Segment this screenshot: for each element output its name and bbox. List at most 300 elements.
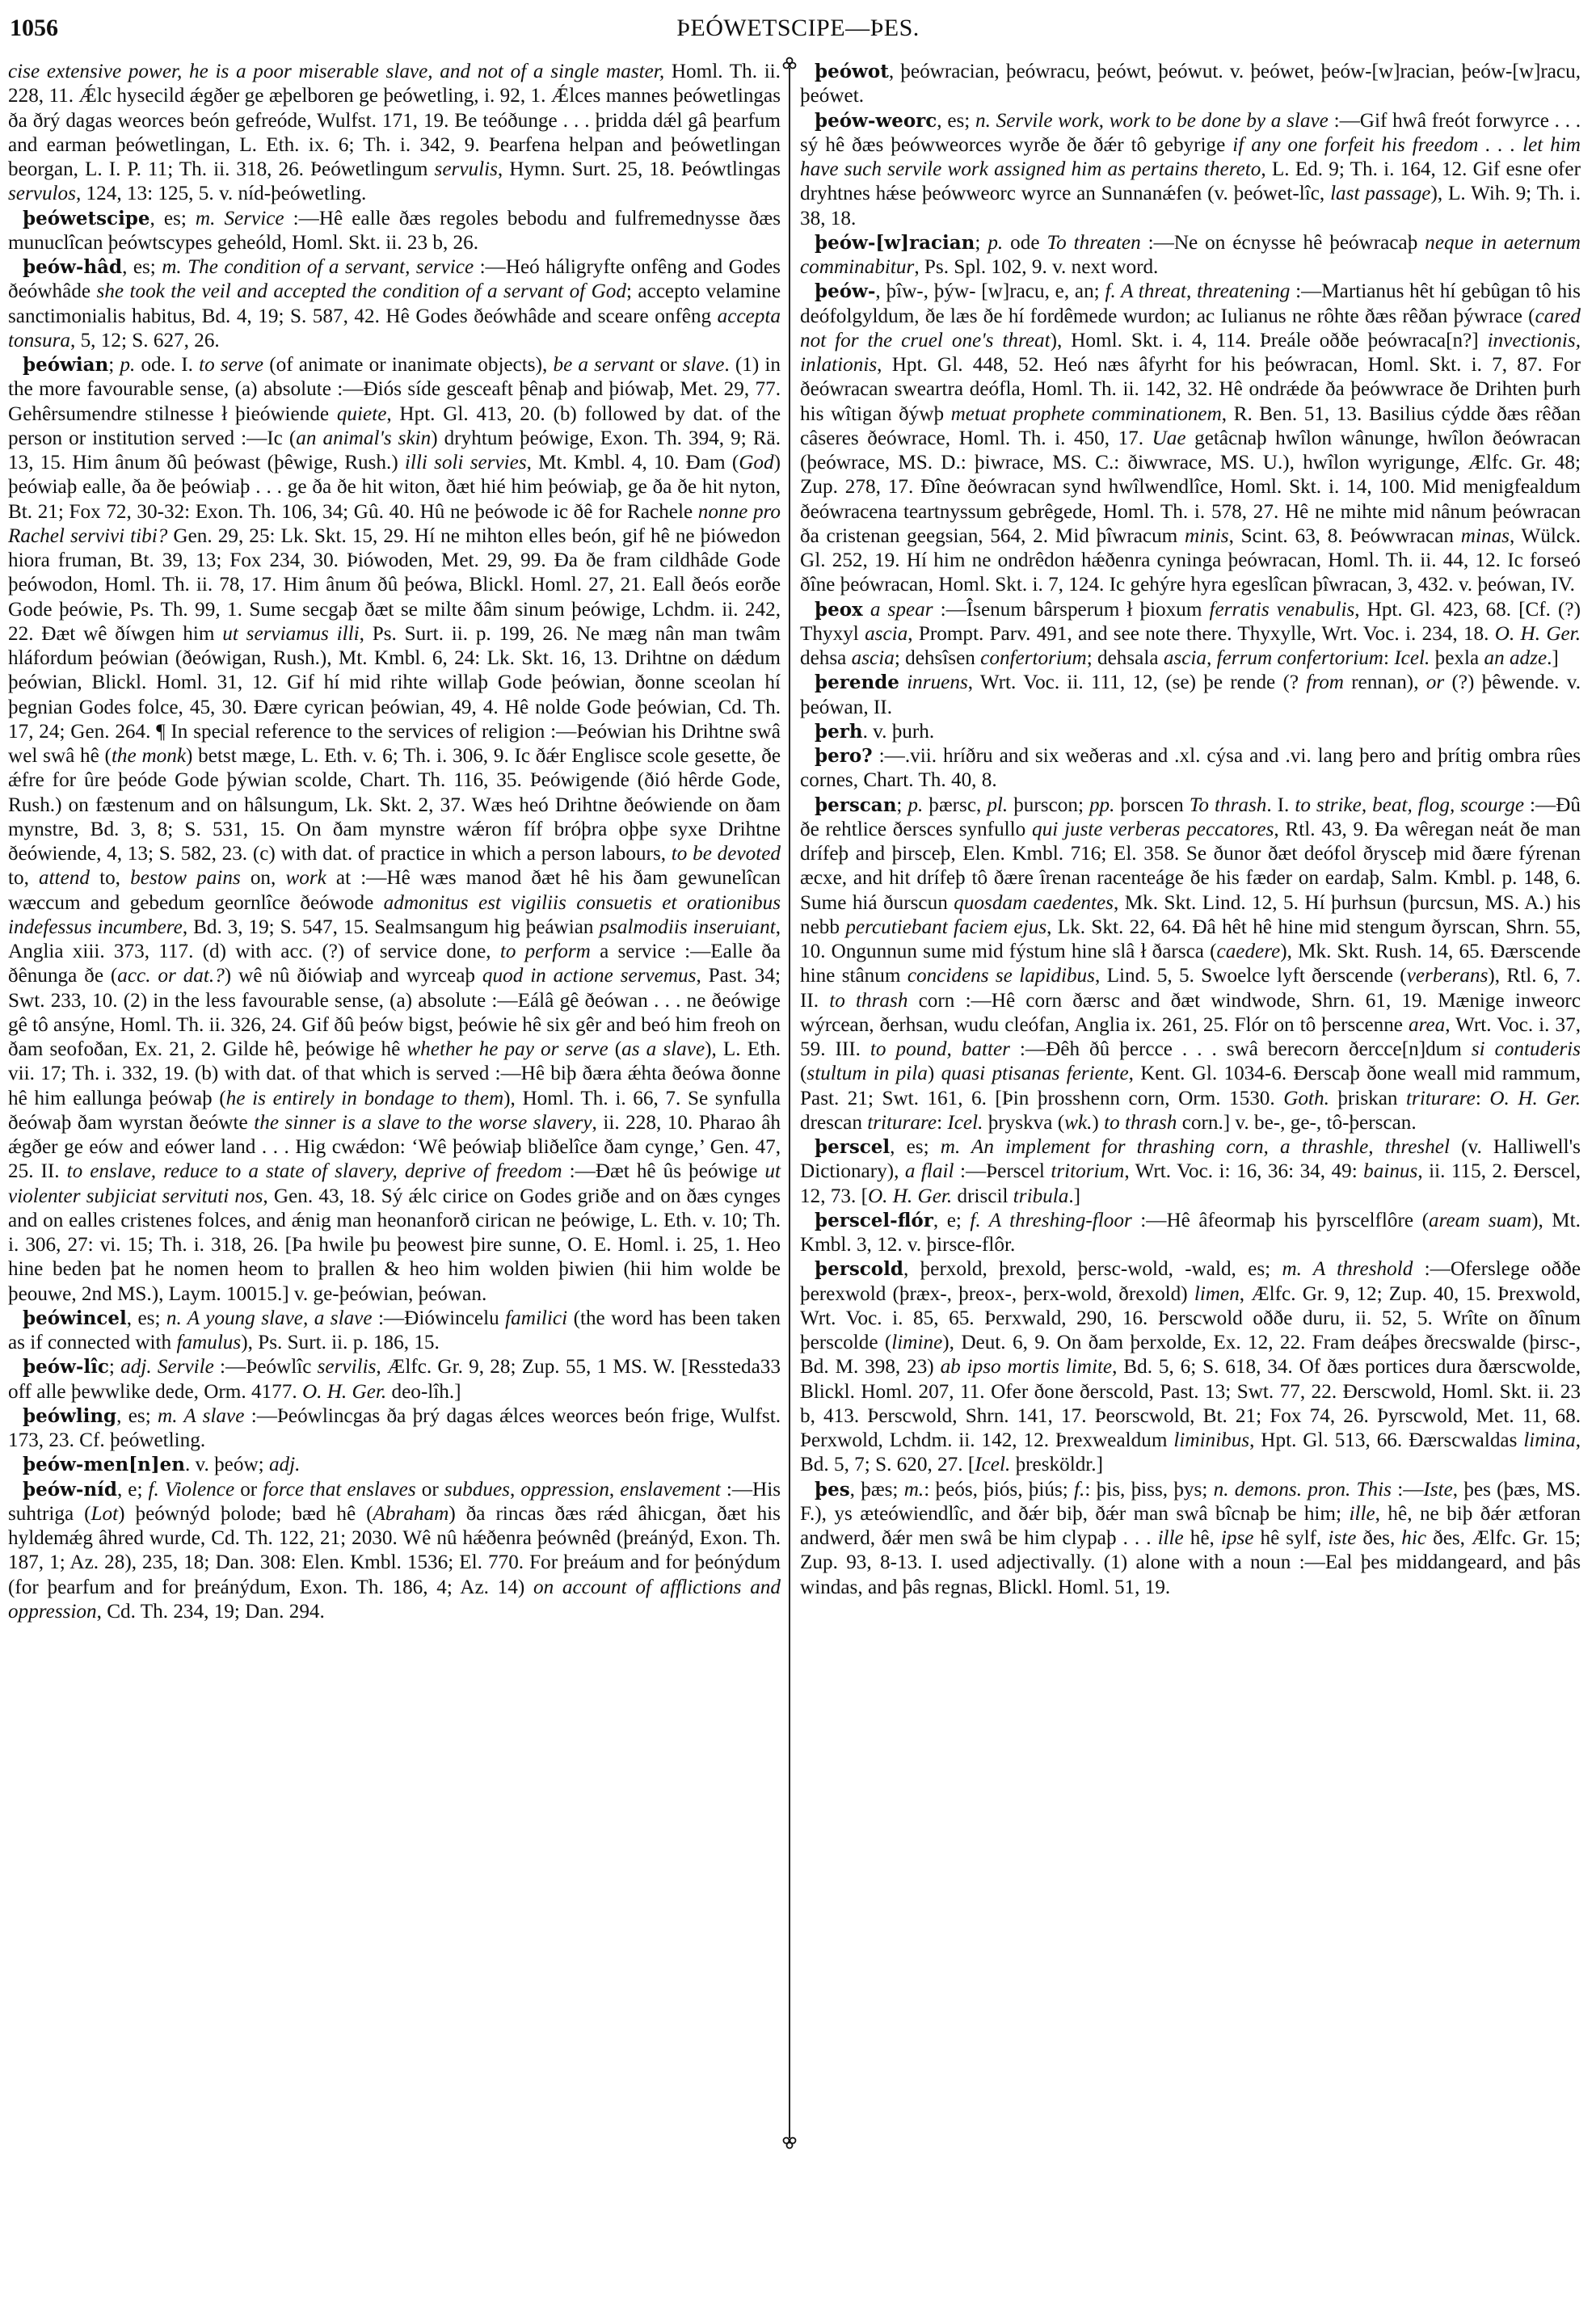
entry-text: , e; <box>116 1478 149 1501</box>
entry-text: , Bd. 5, 7; S. 620, 27. [ <box>800 1429 1581 1476</box>
entry-text: at :—Hê wæs manod ðæt hê his ðam gewunelîcan wæccum and gebedum geornlîce ðeówode <box>8 867 781 914</box>
italic-text: bestow pains <box>130 867 241 890</box>
italic-text: ille <box>1349 1502 1375 1525</box>
entry-text: :—Oferslege oððe þerexwold (þræx-, þreox-, þerx-wold, ðrexold) <box>800 1258 1581 1305</box>
entry-text: (of animate or inanimate objects), <box>263 354 554 376</box>
entry-text: ), Mk. Skt. Rush. 14, 65. Ðærscende hine stânum <box>800 941 1581 987</box>
italic-text: psalmodiis inseruiant <box>599 916 776 938</box>
headword: þerscel-flór <box>815 1209 933 1231</box>
entry-text: , þeówracian, þeówracu, þeówt, þeówut. v. þeówet, þeów-[w]racian, þeów-[w]racu, þeówet. <box>800 61 1581 107</box>
headword: þerende <box>815 671 899 694</box>
entry-text: , Ælfc. Gr. 9, 28; Zup. 55, 1 MS. W. [Ressteda33 off alle þewwlike dede, Orm. 4177. <box>8 1356 781 1403</box>
entry-text: ), Mt. Kmbl. 3, 12. v. þirsce-flôr. <box>800 1209 1581 1256</box>
italic-text: the sinner is a slave to the worse slavery <box>254 1111 592 1134</box>
entry-text: :—Îsenum bârsperum ł þioxum <box>933 598 1210 621</box>
headword: þerscold <box>815 1258 903 1281</box>
italic-text: concidens se lapidibus <box>907 965 1095 987</box>
entry-text: . v. þurh. <box>862 720 935 743</box>
entry-text: ( <box>800 1063 807 1085</box>
italic-text: iste <box>1328 1527 1357 1549</box>
entry-text: ; accepto velamine sanctimonialis habitus, Bd. 4, 19; S. 587, 42. Hê Godes ðeówhâde and sceare onfêng <box>8 280 781 327</box>
italic-text: quosdam caedentes <box>954 891 1114 914</box>
italic-text: ferratis venabulis <box>1209 598 1355 621</box>
italic-text: admonitus est vigiliis consuetis et orationibus indefessus incumbere <box>8 891 781 938</box>
italic-text: an adze <box>1484 647 1548 669</box>
italic-text: O. H. Ger. <box>1494 622 1581 645</box>
italic-text: she took the veil and accepted the condition of a servant of God <box>96 280 626 303</box>
entry-text: , es; <box>122 256 162 278</box>
italic-text: To thrash <box>1189 793 1267 816</box>
entry-text: , es; <box>126 1307 166 1329</box>
entry-text: , 5, 12; S. 627, 26. <box>69 329 220 351</box>
italic-text: hic <box>1401 1527 1427 1549</box>
italic-text: Uae <box>1152 427 1186 449</box>
italic-text: to pound, batter <box>870 1038 1010 1060</box>
italic-text: limen <box>1194 1282 1240 1305</box>
headword: þeówincel <box>23 1307 127 1329</box>
italic-text: servulos <box>8 183 76 205</box>
entry-text: , Prompt. Parv. 491, and see note there. Thyxylle, Wrt. Voc. i. 234, 18. <box>907 622 1495 645</box>
italic-text: invectionis, inlationis <box>800 329 1581 376</box>
entry-text: , es; <box>890 1136 941 1158</box>
headword: þeów-men[n]en <box>23 1454 185 1476</box>
entry-text: :—Ðiówincelu <box>372 1307 506 1329</box>
italic-text: ascia <box>865 622 908 645</box>
entry-text: a service :—Ealle ða ðênunga ðe ( <box>8 941 781 987</box>
italic-text: as a slave <box>621 1038 705 1060</box>
entry-text: , þîw-, þýw- [w]racu, e, an; <box>875 280 1105 303</box>
entry-text: , Cd. Th. 234, 19; Dan. 294. <box>96 1600 325 1623</box>
entry-text: , Lind. 5, 5. Swoelce lyft ðerscende ( <box>1094 965 1407 987</box>
entry-text: or <box>234 1478 263 1501</box>
italic-text: limine <box>891 1332 943 1353</box>
italic-text: illi soli servies <box>404 452 527 474</box>
page-header <box>8 15 1588 47</box>
entry-text: :—Hê ealle ðæs regoles bebodu and fulfremednysse ðæs munuclîcan þeówtscypes geheóld, Homl. Skt. ii. 23 b, 26. <box>8 207 781 254</box>
entry-text: , Hpt. Gl. 513, 66. Ðærscwaldas <box>1249 1429 1524 1451</box>
entry-text: , es; <box>116 1404 158 1427</box>
italic-text: ille <box>1157 1527 1184 1549</box>
italic-text: confertorium <box>980 647 1087 669</box>
entry-text: , Wrt. Voc. ii. 111, 12, (se) þe rende (? <box>967 671 1307 694</box>
entry-text: , hê, ne biþ ðǽr ætforan andwerd, ðǽr men swâ be him clypaþ . . . <box>800 1502 1581 1549</box>
headword: þes <box>815 1478 850 1501</box>
italic-text: f. Violence <box>148 1478 235 1501</box>
entry-text: : <box>1383 647 1395 669</box>
italic-text: metuat prophete comminationem <box>950 402 1222 425</box>
entry-text: :—Heó háligryfte onfêng and Godes ðeówhâde <box>8 256 781 303</box>
entry-text: , Hymn. Surt. 25, 18. Þeówtlingas <box>497 158 781 180</box>
column-ornament-bottom-icon <box>781 2130 798 2149</box>
italic-text: inruens <box>907 671 968 694</box>
entry-text: rennan), <box>1344 671 1426 694</box>
italic-text: f. <box>1074 1478 1085 1501</box>
entry-text: þryskva ( <box>983 1111 1065 1134</box>
entry-text <box>899 671 907 693</box>
dictionary-entry <box>8 255 781 353</box>
italic-text: p. <box>907 793 924 816</box>
entry-text: ; dehsala <box>1086 647 1164 669</box>
entry-text: , <box>609 1478 621 1501</box>
entry-text: corn :—Hê corn ðærsc and ðæt windwode, Shrn. 61, 19. Mænige inweorc wýrcean, ðerhsan, wudu cleófan, Anglia ix. 261, 25. Flór on tô þerscenne <box>800 989 1581 1036</box>
entry-text: ) þeówiaþ ealle, ða ðe þeówiaþ . . . ge ða ðe hit witon, ðæt hié him þeówiaþ, ge ða ðe hit nyton, Bt. 21; Fox 72, 30-32: Exon. Th. 106, 34; Gû. 40. Hû ne þeówode ic ðê for Rachele <box>8 452 781 523</box>
italic-text: p. <box>987 231 1004 254</box>
entry-text: , 124, 13: 125, 5. v. níd-þeówetling. <box>75 183 367 205</box>
entry-text: ) ða rincas ðæs rǽd âhicgan, ðæt his hyldemǽg âhred wurde, Cd. Th. 122, 21; 2030. Wê nû hǽðenra þeównêd (þreánýd, Exon. Th. 187, 1; Az. 28), 235, 18; Dan. 308: Elen. Kmbl. 1536; El. 770. For þreáum and for þeónýdum (for þearfum and for þreánýdum, Exon. Th. 186, 4; Az. 14) <box>8 1502 781 1598</box>
italic-text: verberans <box>1406 965 1489 987</box>
headword: þerh <box>815 720 863 743</box>
italic-text: quiete <box>336 402 387 425</box>
dictionary-entry <box>8 1307 781 1356</box>
entry-text: ) wê nû ðiówiaþ and wyrceaþ <box>224 965 482 987</box>
entry-text: , Hpt. Gl. 423, 68. [Cf. (?) Thyxyl <box>800 598 1581 645</box>
italic-text: adj. <box>268 1454 301 1476</box>
entry-text: hê, <box>1183 1527 1221 1549</box>
italic-text: whether he pay or serve <box>406 1038 609 1060</box>
italic-text: caedere <box>1216 941 1281 962</box>
entry-text: ) betst mæge, L. Eth. v. 6; Th. i. 306, 9. Ic ðǽr Englisce scole gesette, ðe ǽfre for ûre þeóde Gode þýwian scolde, Chart. Th. 116, 35. Þeówigende (ðió hêrde Gode, Rush.) on fæstenum and on hâlsungum, Lk. Skt. 2, 37. Wæs heó Drihtne ðeówiende on ðam mynstre, Bd. 3, 8; S. 531, 15. On ðam mynstre wǽron fíf bróþra oþþe syxe Drihtne ðeówiende, 4, 13; S. 582, 23. (c) with dat. of practice in which a person labours, <box>8 745 781 865</box>
italic-text: m. The condition of a servant, service <box>162 256 474 278</box>
entry-text: ; <box>975 231 988 254</box>
entry-text: :—Ðêh ðû þercce . . . swâ berecorn ðercce[n]dum <box>1009 1038 1472 1060</box>
running-head: ÞEÓWETSCIPE—ÞES. <box>676 15 920 41</box>
italic-text: subdues <box>444 1478 510 1501</box>
dictionary-entry <box>800 1209 1581 1258</box>
entry-text: , R. Ben. 51, 13. Basilius cýdde ðæs rêðan câseres ðeówrace, Homl. Th. i. 450, 17. <box>800 402 1581 449</box>
entry-text: þexla <box>1430 647 1484 669</box>
entry-text: ; <box>896 793 908 816</box>
entry-text: :—Martianus hêt hí gebûgan tô his deófolgyldum, ðe læs ðe hí fordêmede wurdon; ac Iulianus ne rôhte ðæs rêðan þýwrace ( <box>800 280 1581 327</box>
entry-text: , Hpt. Gl. 448, 52. Heó næs âfyrht for his þeówracan, Homl. Skt. i. 7, 87. For ðeówracan sweartra deófla, Homl. Th. ii. 142, 32. Hê ondrǽde ða þeówwrace ðe Drihten þurh his wîtigan ðýwþ <box>800 354 1581 425</box>
italic-text: cise extensive power, he is a poor miserable slave, and not of a single master, <box>8 61 665 82</box>
entry-text: Homl. Th. ii. 228, 11. Ǽlc hysecild ǽgðer ge æþelboren ge þeówetling, i. 92, 1. Ǽlces mannes þeówetlingas ða ðrý dagas weorces beón gefreóde, Wulfst. 171, 19. Be teóðunge . . . þridda dǽl gâ þearfum and earman þeówetlingan, L. Eth. ix. 6; Th. i. 342, 9. Þearfena helpan and þeówetlingan beorgan, L. I. P. 11; Th. ii. 318, 26. Þeówetlingum <box>8 61 781 180</box>
dictionary-entry <box>800 1257 1581 1477</box>
entry-text: , Rtl. 43, 9. Ða wêregan neát ðe man drífeþ and þirsceþ, Elen. Kmbl. 716; El. 358. Se ðunor ðæt deófol ðrysceþ mid ðære fýrenan æcxe, and hit drífeþ tô ðære îrenan racenteáge ðe his fæder on eardaþ, Salm. Kmbl. p. 148, 6. Sume hiá ðurscun <box>800 818 1581 914</box>
dictionary-entry <box>800 1478 1581 1600</box>
headword: þeów- <box>815 280 876 303</box>
entry-text: , <box>509 1478 521 1501</box>
entry-text: .] <box>1068 1185 1081 1207</box>
entry-text: , Wülck. Gl. 252, 19. Hí him ne ondrêdon hǽðenra cyninga þeówracan, Homl. Th. ii. 44, 12. Ic forseó ðîne þeówracan, Homl. Skt. i. 7, 124. Ic gehýre hyra egeslîcan þîwracan, 3, 432. v. þeówan, IV. <box>800 524 1581 596</box>
dictionary-entry <box>800 280 1581 597</box>
entry-text: , Past. 34; Swt. 233, 10. (2) in the less favourable sense, (a) absolute :—Eálâ gê ðeówan . . . ne ðeówige gê tô ansýne, Homl. Th. ii. 326, 24. Gif ðû þeów bigst, þeówie hê six gêr and beó him freoh on ðam seofoðan, Ex. 21, 2. Gilde hê, þeówige hê <box>8 965 781 1060</box>
italic-text: wk. <box>1064 1111 1093 1134</box>
entry-text: : þis, þiss, þys; <box>1084 1478 1214 1501</box>
entry-text: :—Gif hwâ freót forwyrce . . . sý hê ðæs þeówweorces wyrðe ðe ðǽr tô gebyrige <box>800 109 1581 156</box>
italic-text: ascia <box>851 647 895 669</box>
dictionary-entry <box>800 1135 1581 1209</box>
italic-text: aream suam <box>1428 1209 1532 1231</box>
entry-text: , Bd. 3, 19; S. 547, 15. Sealmsangum hig þeáwian <box>182 916 600 938</box>
italic-text: percutiebant faciem ejus <box>845 916 1047 938</box>
italic-text: to strike, beat, flog, scourge <box>1295 793 1525 816</box>
headword: þeox <box>815 598 863 621</box>
entry-text: dehsa <box>800 647 852 669</box>
italic-text: Iste <box>1423 1478 1453 1501</box>
italic-text: n. Servile work, work to be done by a slave <box>975 109 1329 132</box>
headword: þeówian <box>23 354 109 376</box>
entry-text: getâcnaþ hwîlon wânunge, hwîlon ðeówracan (þeówrace, MS. D.: þiwrace, MS. C.: ðiwwrace, MS. U.), hwîlon wyrigunge, Ælfc. Gr. 48; Zup. 278, 17. Ðîne ðeówracan synd hwîlwendlîce, Homl. Skt. i. 14, 100. Mid menigfealdum ðeówracena teartnyssum gebrêgede, Homl. Th. i. 578, 27. Hê ne mihte mid nânum þeówracan ða cristenan geegsian, 564, 2. Mid þîwracum <box>800 427 1581 547</box>
italic-text: f. A threshing-floor <box>970 1209 1132 1231</box>
entry-text: (?) þêwende. v. þeówan, II. <box>800 671 1581 718</box>
italic-text: O. H. Ger. <box>867 1185 953 1207</box>
entry-text: driscil <box>952 1185 1013 1207</box>
entry-text: Gen. 29, 25: Lk. Skt. 15, 29. Hí ne mihton elles beón, gif hê ne þiówedon hiora fruman, Bt. 39, 13; Fox 234, 30. Þiówoden, Met. 29, 99. Ða ðe fram cildhâde Gode þeówodon, Homl. Th. ii. 78, 17. Him ânum ðû þeówa, Blickl. Homl. 27, 21. Eall ðeós eorðe Gode þeówie, Ps. Th. 99, 1. Sume secgaþ ðæt se milte ðâm sinum þeówige, Lchdm. ii. 242, 22. Ðæt wê ðíwgen him <box>8 524 781 645</box>
entry-text: , Ps. Surt. ii. p. 199, 26. Ne mæg nân man twâm hláfordum þeówian (ðeówigan, Rush.), Mt. Kmbl. 6, 24: Lk. Skt. 16, 13. Drihtne on dǽdum þeówian, Blickl. Homl. 31, 12. Gif hí mid rihte willaþ Gode þeówian, ðonne sceolan hí þegnian Godes folce, 45, 30. Ðære cyrican þeówian, 49, 4. Hê nolde Gode þeówian, Cd. Th. 17, 24; Gen. 264. ¶ In special reference to the services of religion :—Þeówian his Drihtne swâ wel swâ hê ( <box>8 622 781 767</box>
italic-text: bainus <box>1363 1160 1418 1183</box>
entry-text: , es; <box>149 207 196 229</box>
italic-text: Abraham <box>373 1502 449 1525</box>
entry-text: , þerxold, þrexold, þersc-wold, -wald, es; <box>903 1258 1282 1281</box>
entry-text: þærsc, <box>923 793 987 816</box>
italic-text: limina <box>1523 1429 1576 1451</box>
entry-text: , es; <box>937 109 976 132</box>
entry-text: , Kent. Gl. 1034-6. Ðerscaþ ðone weall mid rammum, Past. 21; Swt. 161, 6. [Þin þrosshenn corn, Orm. 1530. <box>800 1063 1581 1109</box>
entry-text: . v. þeów; <box>184 1454 269 1476</box>
entry-text: , <box>1186 280 1198 303</box>
headword: þeów-weorc <box>815 109 937 132</box>
entry-text: , Wrt. Voc. i. 37, 59. III. <box>800 1013 1581 1060</box>
italic-text: f. A threat <box>1105 280 1187 303</box>
headword: þero? <box>815 745 873 767</box>
entry-text: (v. Halliwell's Dictionary), <box>800 1136 1581 1183</box>
headword: þeów-níd <box>23 1478 117 1501</box>
entry-text: , þes (þæs, MS. F.), ys æteówiendlîc, and ðǽr biþ, ðǽr man swâ bîcnaþ be him; <box>800 1478 1581 1525</box>
italic-text: To threaten <box>1046 231 1141 254</box>
entry-text: :—Hê âfeormaþ his þyrscelflôre ( <box>1131 1209 1429 1231</box>
italic-text: accepta tonsura <box>8 305 781 351</box>
italic-text: servulis <box>434 158 498 180</box>
italic-text: O. H. Ger. <box>1489 1087 1581 1109</box>
entry-text: :—Þeówlîc <box>213 1356 318 1379</box>
italic-text: triturare <box>867 1111 937 1134</box>
entry-text: , Hpt. Gl. 413, 20. (b) followed by dat. of the person or institution served :—Ic ( <box>8 402 781 449</box>
entry-text: , Anglia xiii. 373, 117. (d) with acc. (?) of service done, <box>8 916 781 962</box>
italic-text: n. demons. pron. This <box>1213 1478 1392 1501</box>
entry-text: þurscon; <box>1008 793 1089 816</box>
italic-text: m. <box>903 1478 924 1501</box>
entry-text: ðes, <box>1356 1527 1402 1549</box>
italic-text: Icel. <box>947 1111 983 1134</box>
italic-text: liminibus <box>1173 1429 1250 1451</box>
headword: þeów-lîc <box>23 1356 109 1379</box>
entry-text: ), Rtl. 6, 7. II. <box>800 965 1581 1012</box>
italic-text: area <box>1409 1013 1446 1036</box>
entry-text: ( <box>608 1038 622 1060</box>
dictionary-entry <box>8 1453 781 1477</box>
headword: þeów-hâd <box>23 256 123 278</box>
entry-text: , Bd. 5, 6; S. 618, 34. Of ðæs portices dura ðærscwolde, Blickl. Homl. 207, 11. Ofer ðone ðerscold, Past. 13; Swt. 77, 22. Ðerscwold, Homl. Skt. ii. 23 b, 413. Þerscwold, Shrn. 141, 17. Þeorscwold, Bt. 21; Fox 74, 26. Þyrscwold, Met. 11, 68. Þerxwold, Lchdm. ii. 142, 12. Þrexwealdum <box>800 1356 1581 1451</box>
entry-text: ), Homl. Th. i. 66, 7. Se synfulla ðeówaþ ðam wyrstan ðeówte <box>8 1087 781 1134</box>
italic-text: acc. or dat.? <box>117 965 225 987</box>
entry-text: , ii. 228, 10. Pharao âh ǽgðer ge eów and eówer land . . . Hig cwǽdon: ‘Wê þeówiaþ bliðelîce ðam cynge,’ Gen. 47, 25. II. <box>8 1111 781 1183</box>
dictionary-entry <box>8 1355 781 1404</box>
italic-text: minas <box>1460 524 1510 547</box>
entry-text: :—Ne on écnysse hê þeówracaþ <box>1140 231 1425 254</box>
entry-text: to, <box>89 867 131 890</box>
italic-text: ut violenter subjiciat servituti nos <box>8 1160 781 1207</box>
italic-text: nonne pro Rachel servivi tibi? <box>8 500 781 547</box>
italic-text: an animal's skin <box>296 427 432 449</box>
italic-text: if any one forfeit his freedom . . . let him have such servile work assigned him as pertains thereto <box>800 133 1581 180</box>
italic-text: servilis <box>317 1356 377 1379</box>
dictionary-entry <box>800 744 1581 793</box>
entry-text: , Ps. Spl. 102, 9. v. next word. <box>914 256 1159 278</box>
entry-text: , Scint. 63, 8. Þeówwracan <box>1228 524 1461 547</box>
italic-text: p. <box>120 354 136 376</box>
entry-text: . I. <box>1266 793 1295 816</box>
entry-text: ), L. Eth. vii. 17; Th. i. 332, 19. (b) with dat. of that which is served :—Hê biþ ðæra ǽhta ðeówa ðonne hê him eallunga þeówaþ ( <box>8 1038 781 1109</box>
dictionary-entry <box>8 1478 781 1625</box>
headword: þeówetscipe <box>23 207 150 229</box>
italic-text: work <box>285 867 326 890</box>
entry-text: , þæs; <box>849 1478 904 1501</box>
entry-text: drescan <box>800 1111 868 1134</box>
entry-text: :— <box>1391 1478 1424 1501</box>
italic-text: slave <box>682 354 725 376</box>
italic-text: ipse <box>1220 1527 1254 1549</box>
entry-text: , Lk. Skt. 22, 64. Ðâ hêt hê hine mid stengum ðyrscan, Shrn. 55, 10. Ongunnun sume mid fýstum hine slâ ł ðarsca ( <box>800 916 1581 962</box>
italic-text: m. A slave <box>158 1404 245 1427</box>
italic-text: Icel. <box>975 1454 1011 1476</box>
italic-text: to serve <box>199 354 264 376</box>
entry-text: to, <box>8 867 39 890</box>
italic-text: triturare <box>1406 1087 1476 1109</box>
entry-text: , e; <box>933 1209 971 1231</box>
entry-text: ; dehsîsen <box>894 647 981 669</box>
entry-text: , ii. 115, 2. Ðerscel, 12, 73. [ <box>800 1160 1581 1207</box>
entry-text: ode. I. <box>135 354 200 376</box>
entry-text: :—.vii. hríðru and six weðeras and .xl. cýsa and .vi. lang þero and þrítig ombra rûes cornes, Chart. Th. 40, 8. <box>800 745 1581 792</box>
entry-text: þorscen <box>1114 793 1190 816</box>
italic-text: to thrash <box>829 989 908 1012</box>
italic-text: be a servant <box>553 354 655 376</box>
entry-text: : <box>937 1111 948 1134</box>
italic-text: tritorium <box>1051 1160 1125 1183</box>
entry-text: :—Ðû ðe rehtlice ðersces synfullo <box>800 793 1581 840</box>
italic-text: to perform <box>499 941 591 962</box>
dictionary-entry <box>8 207 781 256</box>
italic-text: O. H. Ger. <box>301 1380 387 1403</box>
italic-text: to be devoted <box>671 843 781 865</box>
entry-text: : þeós, þiós, þiús; <box>924 1478 1075 1501</box>
italic-text: m. Service <box>195 207 284 229</box>
italic-text: quod in actione servemus <box>482 965 697 987</box>
entry-text: ðes, Ælfc. Gr. 15; Zup. 93, 8-13. I. used adjectivally. (1) alone with a noun :—Eal þes middangeard, and þâs windas, and þâs regnas, Blickl. Homl. 51, 19. <box>800 1527 1581 1598</box>
italic-text: the monk <box>111 745 187 767</box>
italic-text: adj. Servile <box>120 1356 214 1379</box>
entry-text: :—Ðæt hê ûs þeówige <box>562 1160 765 1183</box>
italic-text: God <box>739 452 774 474</box>
dictionary-entry <box>800 60 1581 109</box>
italic-text: ut serviamus illi <box>222 622 360 645</box>
entry-text: or <box>654 354 683 376</box>
entry-text <box>863 599 870 621</box>
dictionary-entry <box>800 231 1581 280</box>
headword: þerscan <box>815 793 897 816</box>
entry-text: or <box>415 1478 444 1501</box>
italic-text: si contuderis <box>1471 1038 1581 1060</box>
entry-text: ), Ps. Surt. ii. p. 186, 15. <box>241 1332 440 1353</box>
entry-text: þriskan <box>1329 1087 1407 1109</box>
entry-text: , Mk. Skt. Lind. 12, 5. Hí þurhsun (þurcsun, MS. A.) his nebb <box>800 891 1581 938</box>
italic-text: ab ipso mortis limite <box>940 1356 1113 1379</box>
entry-text: ode <box>1003 231 1047 254</box>
italic-text: threatening <box>1197 280 1291 303</box>
entry-text: ) dryhtum þeówige, Exon. Th. 394, 9; Rä. 13, 15. Him ânum ðû þeówast (þêwige, Rush.) <box>8 427 781 474</box>
entry-text: ) <box>1092 1111 1105 1134</box>
dictionary-entry <box>800 109 1581 231</box>
italic-text: ascia, ferrum confertorium <box>1163 647 1383 669</box>
entry-text: :—His suhtriga ( <box>8 1478 781 1525</box>
italic-text: qui juste verberas peccatores <box>1032 818 1274 840</box>
italic-text: m. A threshold <box>1282 1258 1413 1281</box>
column-divider <box>789 68 790 2136</box>
entry-text: :—Þerscel <box>954 1160 1051 1183</box>
entry-text: þresköldr.] <box>1010 1454 1103 1476</box>
italic-text: a spear <box>870 598 933 621</box>
left-column <box>8 60 781 1624</box>
entry-text: : <box>1475 1087 1490 1109</box>
italic-text: famulus <box>176 1332 242 1353</box>
entry-text: ; <box>108 1356 121 1379</box>
italic-text: Icel. <box>1394 647 1430 669</box>
italic-text: neque in aeternum comminabitur <box>800 231 1581 278</box>
entry-text: , Gen. 43, 18. Sý ǽlc cirice on Godes griðe and on ðæs cynges and on ealles cristenes folces, and ǽnig man heonanforð cirican ne þeówige, L. Eth. v. 10; Th. i. 306, 27: vi. 15; Th. i. 318, 26. [Þa hwile þu þeowest þire sunne, O. E. Homl. i. 25, 1. Heo hine beden þat he nomen heom to þrallen & heo him wolden þiwien (hii him wolde be þeouwe, 2nd MS.), Laym. 10015.] v. ge-þeówian, þeówan. <box>8 1185 781 1305</box>
italic-text: from <box>1306 671 1344 694</box>
italic-text: pp. <box>1089 793 1115 816</box>
entry-text: , L. Ed. 9; Th. i. 164, 12. Gif esne ofer dryhtnes hǽse þeówweorc wyrce an Sunnanǽfen (v. þeówet-lîc, <box>800 158 1581 205</box>
entry-text: (the word has been taken as if connected with <box>8 1307 781 1353</box>
italic-text: last passage <box>1330 183 1431 205</box>
dictionary-entry <box>800 671 1581 720</box>
italic-text: quasi ptisanas feriente <box>941 1063 1129 1085</box>
entry-text: ) <box>927 1063 941 1085</box>
italic-text: oppression <box>520 1478 609 1501</box>
entry-text: ), L. Wih. 9; Th. i. 38, 18. <box>800 183 1581 229</box>
entry-text: , Ælfc. Gr. 9, 12; Zup. 40, 15. Þrexwold, Wrt. Voc. i. 85, 65. Þerxwald, 290, 16. Þerscwold oððe duru, ii. 52, 5. Wrîte on ðînum þerscolde ( <box>800 1282 1581 1353</box>
entry-text: , Mt. Kmbl. 4, 10. Ðam ( <box>526 452 739 474</box>
italic-text: Lot <box>91 1502 119 1525</box>
italic-text: to enslave, reduce to a state of slavery, deprive of freedom <box>66 1160 562 1183</box>
italic-text: force that enslaves <box>263 1478 416 1501</box>
headword: þerscel <box>815 1136 891 1158</box>
headword: þeów-[w]racian <box>815 231 975 254</box>
right-column <box>800 60 1581 1600</box>
italic-text: enslavement <box>620 1478 721 1501</box>
italic-text: m. An implement for thrashing corn, a thrashle, threshel <box>940 1136 1450 1158</box>
headword: þeówling <box>23 1404 117 1427</box>
entry-text: :—Þeówlincgas ða þrý dagas ǽlces weorces beón frige, Wulfst. 173, 23. Cf. þeówetling. <box>8 1404 781 1451</box>
dictionary-entry <box>800 720 1581 744</box>
italic-text: cared not for the cruel one's threat <box>800 305 1581 351</box>
entry-text: ), Deut. 6, 9. On ðam þerxolde, Ex. 12, 22. Fram deáþes ðrecswalde (þirsc-, Bd. M. 398, 23) <box>800 1332 1581 1379</box>
entry-text: .] <box>1547 647 1559 669</box>
italic-text: familici <box>505 1307 568 1329</box>
italic-text: to thrash <box>1104 1111 1177 1134</box>
entry-continuation <box>8 60 781 207</box>
italic-text: minis <box>1185 524 1229 547</box>
italic-text: he is entirely in bondage to them <box>225 1087 504 1109</box>
entry-text: ; <box>108 354 120 376</box>
italic-text: a flail <box>904 1160 954 1183</box>
italic-text: or <box>1425 671 1445 694</box>
italic-text: Goth. <box>1283 1087 1329 1109</box>
italic-text: on account of afflictions and oppression <box>8 1576 781 1623</box>
entry-text: , Wrt. Voc. i: 16, 36: 34, 49: <box>1124 1160 1364 1183</box>
entry-text: hê sylf, <box>1253 1527 1329 1549</box>
italic-text: tribula <box>1013 1185 1069 1207</box>
